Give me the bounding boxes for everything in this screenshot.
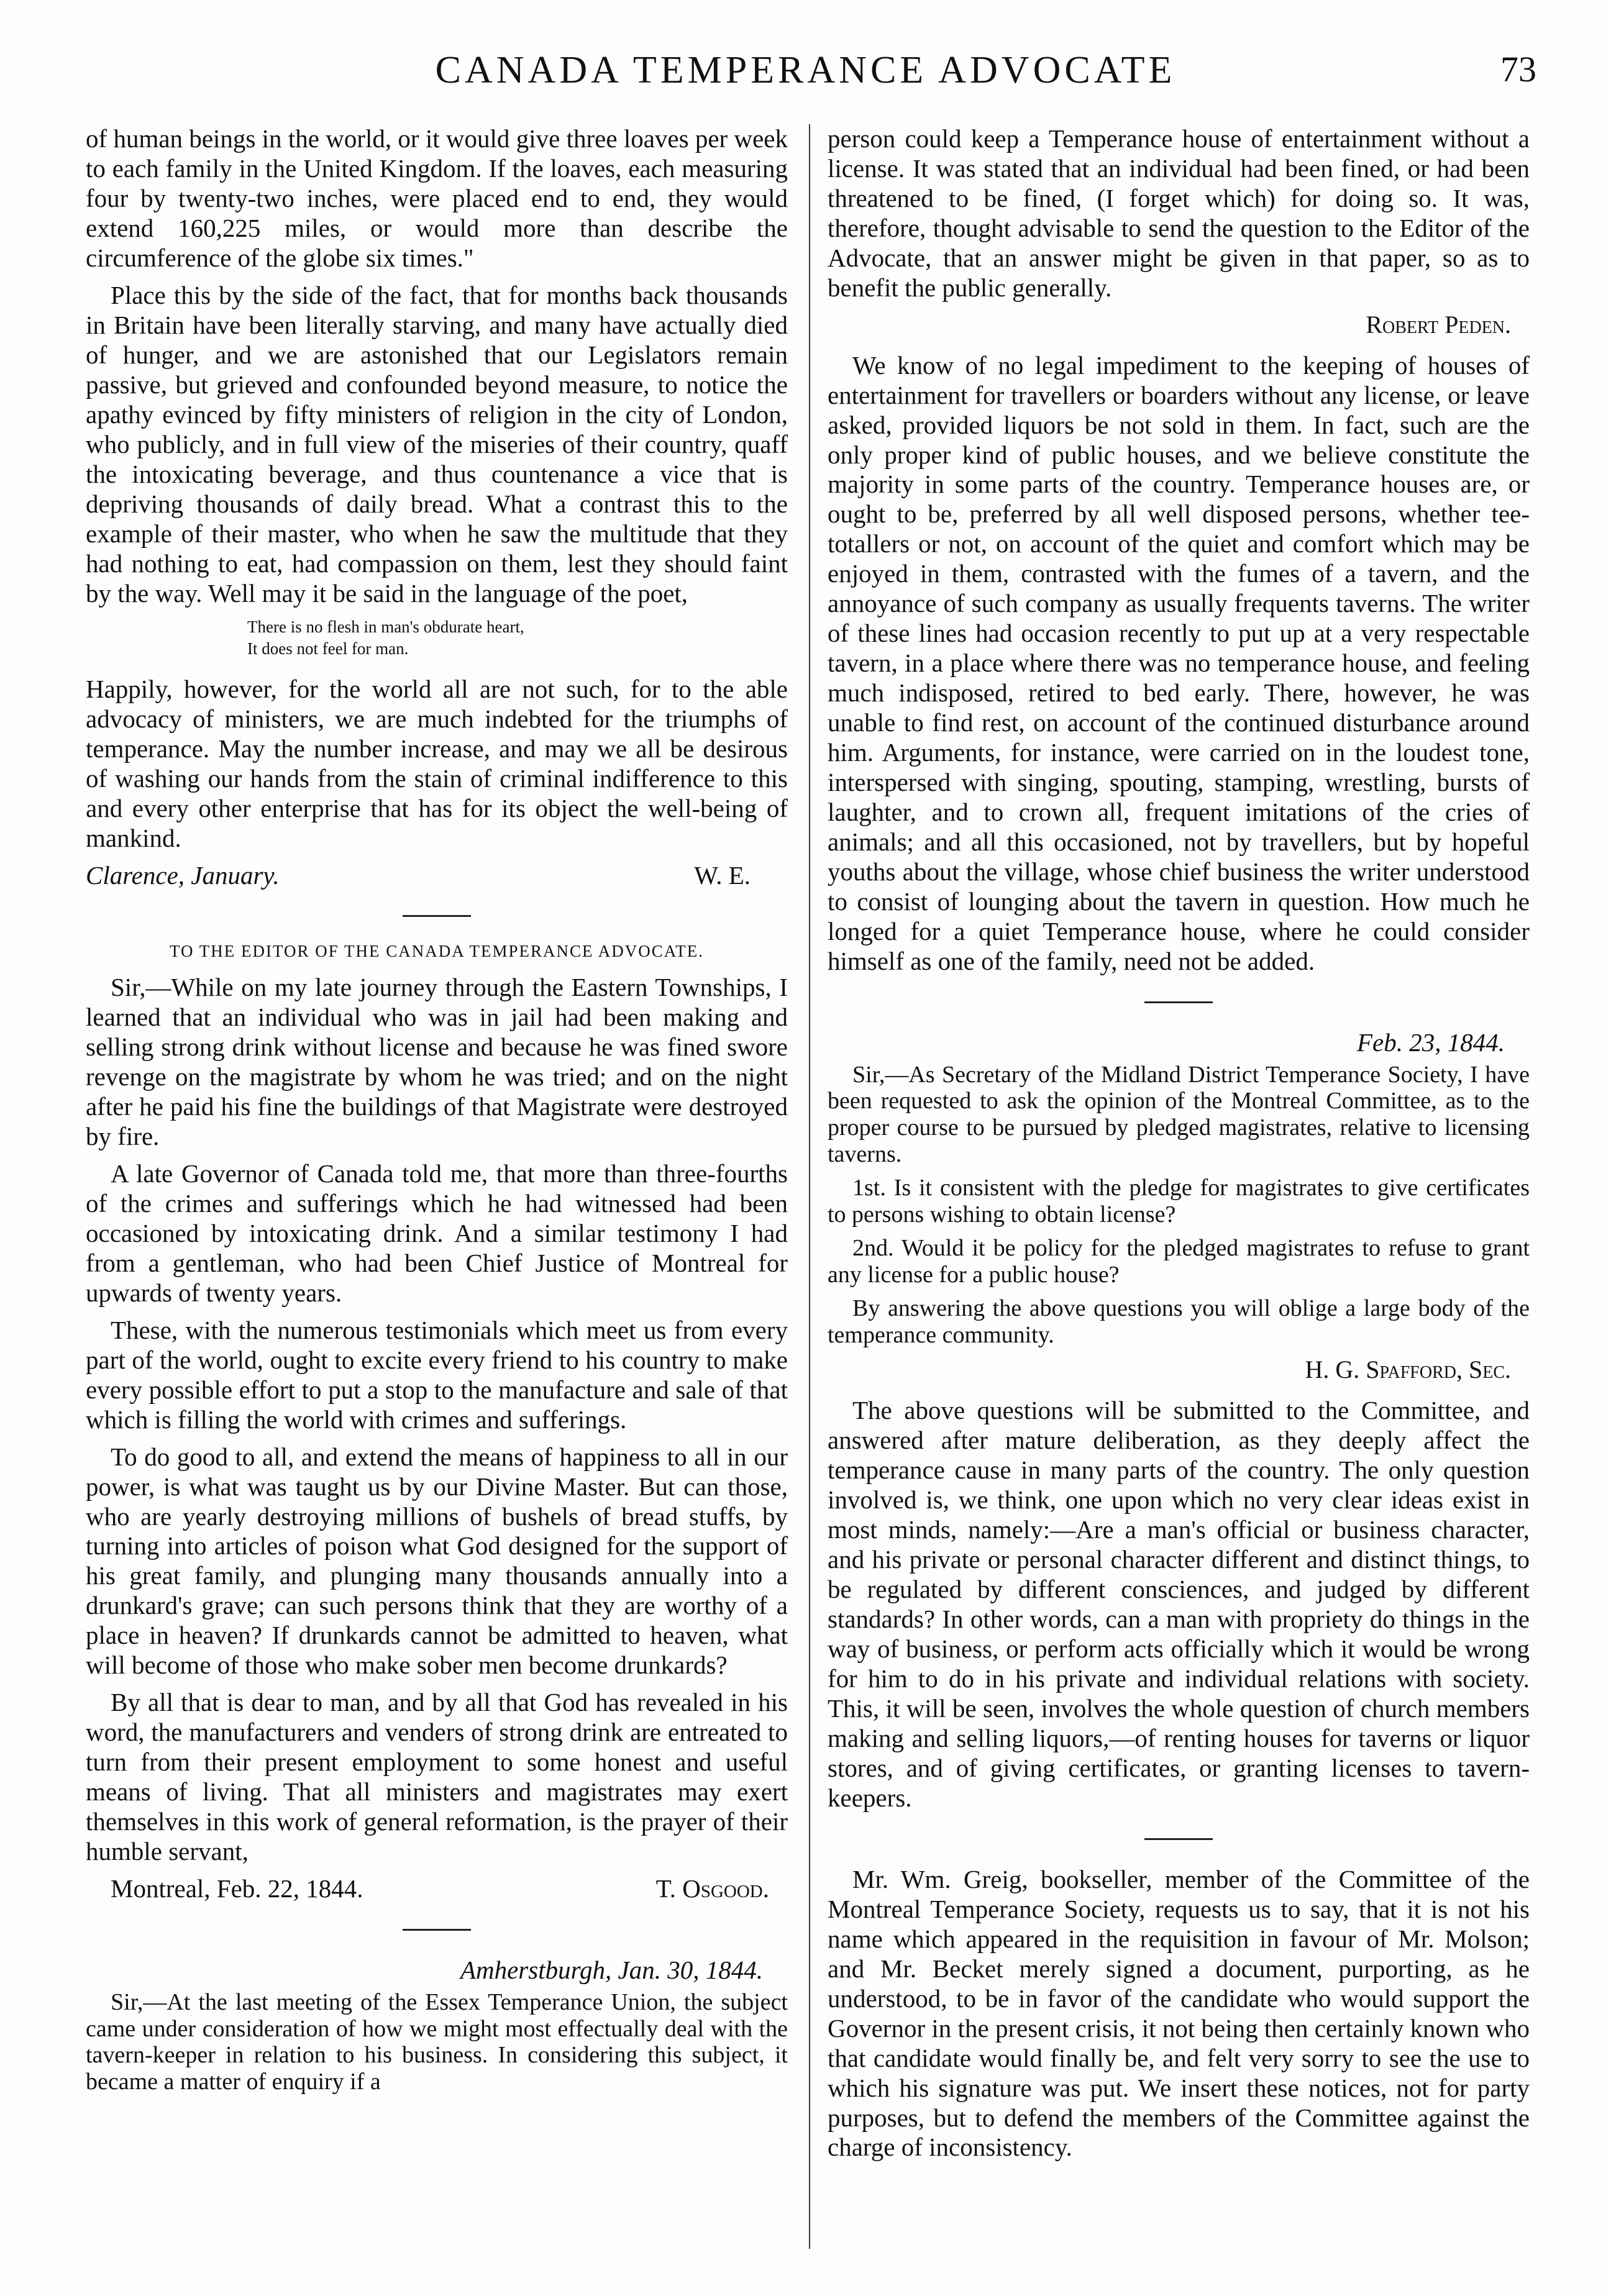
question-item: 1st. Is it consistent with the pledge for magistrates to give certificates to persons wishing to obtain license? xyxy=(828,1175,1530,1228)
section-divider xyxy=(1144,1838,1213,1840)
signature-name: H. G. Spafford, Sec. xyxy=(1305,1355,1511,1384)
signature-place: Montreal, Feb. 22, 1844. xyxy=(111,1874,363,1903)
column-rule xyxy=(809,124,810,2249)
dateline: Amherstburgh, Jan. 30, 1844. xyxy=(460,1956,763,1985)
page-number: 73 xyxy=(1500,49,1536,89)
signature-name: T. Osgood. xyxy=(655,1874,769,1903)
poem-line: There is no flesh in man's obdurate heart, xyxy=(247,617,524,636)
paragraph: Mr. Wm. Greig, bookseller, member of the Committee of the Montreal Temperance Society, requests us to say, that it is not his name which appeared in the requisition in favour of Mr. Molson; and Mr. Becket merely signed a document, purporting, as he understood, to be in favor of the candidate who would support the Governor in the present crisis, it not being then certainly known who that candidate would finally be, and felt very sorry to see the use to which his signature was put. We insert these notices, not for party purposes, but to defend the members of the Committee against the charge of inconsistency. xyxy=(828,1864,1530,2162)
paragraph: The above questions will be submitted to the Committee, and answered after mature deliberation, as they deeply affect the temperance cause in many parts of the country. The only question involved is, we think, one upon which no very clear ideas exist in most minds, namely:—Are a man's official or business character, and his private or personal character different and distinct things, to be regulated by different consciences, and judged by different standards? In other words, can a man with propriety do things in the way of business, or perform acts officially which it would be wrong for him to do in his private and individual relations with society. This, it will be seen, involves the whole question of church members making and selling liquors,—of renting houses for taverns or liquor stores, and of giving certificates, or granting licenses to tavern-keepers. xyxy=(828,1396,1530,1812)
paragraph: person could keep a Temperance house of entertainment without a license. It was stated that an individual had been fined, or had been threatened to be fined, (I forget which) for doing so. It was, therefore, thought advisable to send the question to the Editor of the Advocate, that an answer might be given in that paper, so as to benefit the public generally. xyxy=(828,124,1530,302)
paragraph: By all that is dear to man, and by all that God has revealed in his word, the manufacturers and venders of strong drink are entreated to turn from their present employment to some honest and useful means of living. That all ministers and magistrates may exert themselves in this work of general reformation, is the prayer of their humble servant, xyxy=(86,1688,788,1866)
paragraph: Sir,—As Secretary of the Midland District Temperance Society, I have been requested to ask the opinion of the Montreal Committee, as to the proper course to be pursued by pledged magistrates, relative to licensing taverns. xyxy=(828,1061,1530,1167)
poem-quote xyxy=(247,616,788,660)
dateline: Feb. 23, 1844. xyxy=(1357,1027,1505,1057)
question-item: 2nd. Would it be policy for the pledged magistrates to refuse to grant any license for a public house? xyxy=(828,1235,1530,1288)
section-divider xyxy=(403,1929,471,1931)
paragraph: To do good to all, and extend the means of happiness to all in our power, is what was taught us by our Divine Master. But can those, who are yearly destroying millions of bushels of bread stuffs, by turning into articles of poison what God designed for the support of his great family, and plunging many thousands annually into a drunkard's grave; can such persons think that they are worthy of a place in heaven? If drunkards cannot be admitted to heaven, what will become of those who make sober men become drunkards? xyxy=(86,1442,788,1680)
right-column xyxy=(828,124,1530,2170)
signature-line xyxy=(86,1874,788,1904)
section-divider xyxy=(403,915,471,917)
paragraph: Place this by the side of the fact, that for months back thousands in Britain have been literally starving, and many have actually died of hunger, and we are astonished that our Legislators remain passive, but grieved and confounded beyond measure, to notice the apathy evinced by fifty ministers of religion in the city of London, who publicly, and in full view of the miseries of their country, quaff the intoxicating beverage, and thus countenance a vice that is depriving thousands of daily bread. What a contrast this to the example of their master, who when he saw the multitude that they had nothing to eat, had compassion on them, lest they should faint by the way. Well may it be said in the language of the poet, xyxy=(86,280,788,608)
paragraph: By answering the above questions you will oblige a large body of the temperance community. xyxy=(828,1295,1530,1348)
section-divider xyxy=(1144,1001,1213,1003)
paragraph: We know of no legal impediment to the keeping of houses of entertainment for travellers or boarders without any license, or leave asked, provided liquors be not sold in them. In fact, such are the only proper kind of public houses, and we believe constitute the majority in some parts of the country. Temperance houses are, or ought to be, preferred by all well disposed persons, whether tee-totallers or not, on account of the quiet and comfort which may be enjoyed in them, contrasted with the fumes of a tavern, and the annoyance of such company as usually frequents taverns. The writer of these lines had occasion recently to put up at a very respectable tavern, in a place where there was no temperance house, and feeling much indisposed, retired to bed early. There, however, he was unable to find rest, on account of the continued disturbance around him. Arguments, for instance, were carried on in the loudest tone, interspersed with singing, spouting, stamping, wrestling, bursts of laughter, and to crown all, frequent imitations of the cries of animals; and all this occasioned, not by travellers, but by hopeful youths about the village, whose chief business the writer understood to consist of lounging about the tavern in question. How much he longed for a quiet Temperance house, where he could consider himself as one of the family, need not be added. xyxy=(828,350,1530,975)
paragraph: Happily, however, for the world all are not such, for to the able advocacy of ministers, we are much indebted for the triumphs of temperance. May the number increase, and may we all be desirous of washing our hands from the stain of criminal indifference to this and every other enterprise that has for its object the well-being of mankind. xyxy=(86,674,788,852)
paragraph: Sir,—At the last meeting of the Essex Temperance Union, the subject came under consideration of how we might most effectually deal with the tavern-keeper in relation to his business. In considering this subject, it became a matter of enquiry if a xyxy=(86,1989,788,2095)
poem-line: It does not feel for man. xyxy=(247,639,409,658)
left-column xyxy=(86,124,788,2102)
signature-line xyxy=(86,861,788,891)
signature-place: Clarence, January. xyxy=(86,860,280,890)
paragraph: Sir,—While on my late journey through the Eastern Townships, I learned that an individual who was in jail had been making and selling strong drink without license and because he was fined swore revenge on the magistrate by whom he was tried; and on the night after he paid his fine the buildings of that Magistrate were destroyed by fire. xyxy=(86,973,788,1150)
paragraph: These, with the numerous testimonials which meet us from every part of the world, ought to excite every friend to his country to make every possible effort to put a stop to the manufacture and sale of that which is filling the world with crimes and sufferings. xyxy=(86,1315,788,1434)
signature-name: Robert Peden. xyxy=(1366,310,1511,339)
letter-heading: TO THE EDITOR OF THE CANADA TEMPERANCE ADVOCATE. xyxy=(169,942,705,961)
paragraph: of human beings in the world, or it would give three loaves per week to each family in the United Kingdom. If the loaves, each measuring four by twenty-two inches, were placed end to end, they would extend 160,225 miles, or would more than describe the circumference of the globe six times." xyxy=(86,124,788,272)
running-head: CANADA TEMPERANCE ADVOCATE xyxy=(435,49,1176,91)
signature-name: W. E. xyxy=(694,860,751,890)
paragraph: A late Governor of Canada told me, that more than three-fourths of the crimes and sufferings which he had witnessed had been occasioned by intoxicating drink. And a similar testimony I had from a gentleman, who had been Chief Justice of Montreal for upwards of twenty years. xyxy=(86,1159,788,1307)
